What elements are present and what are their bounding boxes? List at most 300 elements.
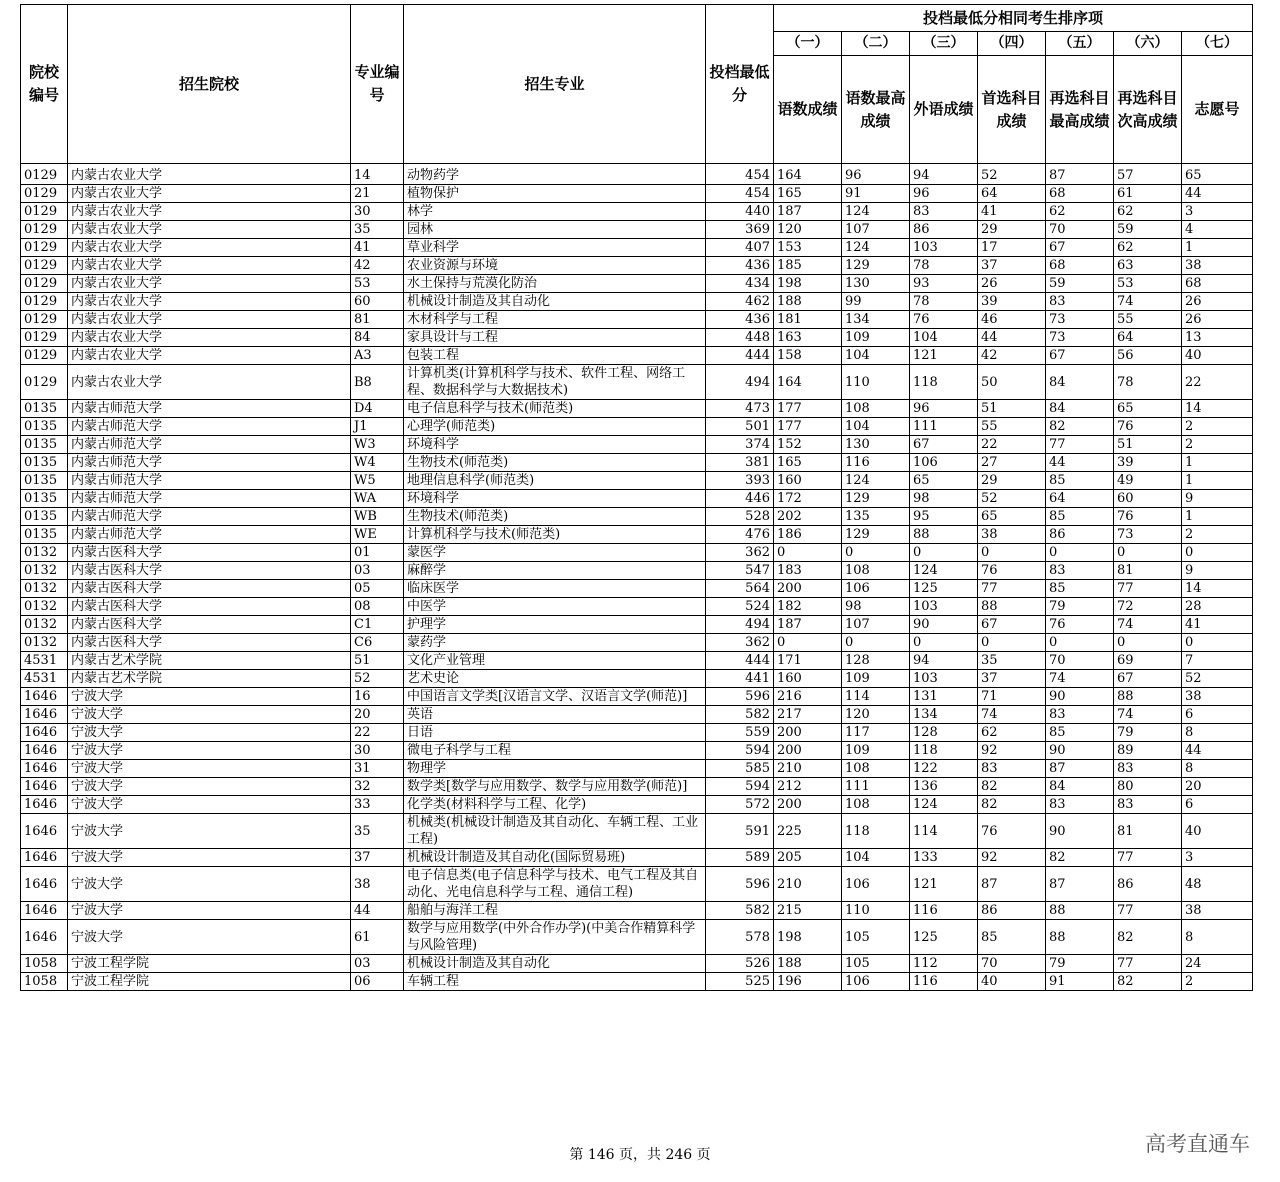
cell-tiebreak-7: 1 bbox=[1182, 508, 1253, 526]
cell-tiebreak-6: 55 bbox=[1114, 311, 1182, 329]
table-row bbox=[21, 706, 1253, 724]
cell-major-code: 61 bbox=[351, 920, 404, 955]
cell-major-code: 42 bbox=[351, 257, 404, 275]
cell-min-score: 494 bbox=[706, 365, 774, 400]
cell-tiebreak-7: 38 bbox=[1182, 257, 1253, 275]
cell-school-name: 内蒙古师范大学 bbox=[68, 436, 351, 454]
cell-tiebreak-1: 210 bbox=[774, 867, 842, 902]
cell-tiebreak-3: 118 bbox=[910, 742, 978, 760]
header-tiebreak-item: 志愿号 bbox=[1182, 56, 1253, 164]
cell-tiebreak-7: 44 bbox=[1182, 742, 1253, 760]
cell-tiebreak-1: 200 bbox=[774, 724, 842, 742]
cell-tiebreak-5: 91 bbox=[1046, 973, 1114, 991]
cell-tiebreak-7: 8 bbox=[1182, 724, 1253, 742]
cell-school-code: 0132 bbox=[21, 634, 68, 652]
header-school-code: 院校编号 bbox=[21, 5, 68, 164]
cell-tiebreak-7: 1 bbox=[1182, 239, 1253, 257]
cell-min-score: 473 bbox=[706, 400, 774, 418]
cell-tiebreak-3: 136 bbox=[910, 778, 978, 796]
table-row bbox=[21, 724, 1253, 742]
table-row bbox=[21, 203, 1253, 221]
cell-tiebreak-2: 110 bbox=[842, 902, 910, 920]
cell-min-score: 559 bbox=[706, 724, 774, 742]
cell-major-name: 中国语言文学类[汉语言文学、汉语言文学(师范)] bbox=[404, 688, 706, 706]
cell-tiebreak-6: 51 bbox=[1114, 436, 1182, 454]
cell-school-name: 内蒙古师范大学 bbox=[68, 418, 351, 436]
cell-tiebreak-5: 83 bbox=[1046, 562, 1114, 580]
cell-tiebreak-2: 0 bbox=[842, 544, 910, 562]
cell-tiebreak-5: 90 bbox=[1046, 742, 1114, 760]
cell-tiebreak-5: 0 bbox=[1046, 634, 1114, 652]
cell-school-code: 1646 bbox=[21, 706, 68, 724]
cell-tiebreak-4: 87 bbox=[978, 867, 1046, 902]
cell-school-name: 内蒙古农业大学 bbox=[68, 365, 351, 400]
table-row bbox=[21, 508, 1253, 526]
cell-major-name: 地理信息科学(师范类) bbox=[404, 472, 706, 490]
cell-school-code: 0135 bbox=[21, 400, 68, 418]
cell-tiebreak-2: 130 bbox=[842, 436, 910, 454]
cell-major-name: 船舶与海洋工程 bbox=[404, 902, 706, 920]
cell-tiebreak-6: 57 bbox=[1114, 164, 1182, 185]
cell-tiebreak-4: 74 bbox=[978, 706, 1046, 724]
cell-tiebreak-3: 94 bbox=[910, 164, 978, 185]
cell-tiebreak-4: 17 bbox=[978, 239, 1046, 257]
cell-tiebreak-6: 82 bbox=[1114, 920, 1182, 955]
cell-tiebreak-1: 205 bbox=[774, 849, 842, 867]
cell-tiebreak-7: 0 bbox=[1182, 634, 1253, 652]
cell-school-name: 宁波大学 bbox=[68, 814, 351, 849]
cell-school-name: 内蒙古师范大学 bbox=[68, 526, 351, 544]
cell-tiebreak-3: 111 bbox=[910, 418, 978, 436]
cell-tiebreak-2: 107 bbox=[842, 221, 910, 239]
cell-tiebreak-4: 52 bbox=[978, 164, 1046, 185]
header-tiebreak-item: 再选科目最高成绩 bbox=[1046, 56, 1114, 164]
cell-tiebreak-4: 82 bbox=[978, 778, 1046, 796]
cell-tiebreak-4: 55 bbox=[978, 418, 1046, 436]
cell-min-score: 436 bbox=[706, 257, 774, 275]
cell-school-name: 宁波大学 bbox=[68, 760, 351, 778]
table-row bbox=[21, 329, 1253, 347]
header-tiebreak-number: （六） bbox=[1114, 32, 1182, 56]
cell-major-name: 日语 bbox=[404, 724, 706, 742]
cell-major-name: 电子信息科学与技术(师范类) bbox=[404, 400, 706, 418]
cell-major-code: 21 bbox=[351, 185, 404, 203]
cell-tiebreak-1: 200 bbox=[774, 796, 842, 814]
cell-major-name: 动物药学 bbox=[404, 164, 706, 185]
cell-tiebreak-4: 39 bbox=[978, 293, 1046, 311]
cell-tiebreak-2: 104 bbox=[842, 418, 910, 436]
cell-major-code: 06 bbox=[351, 973, 404, 991]
cell-tiebreak-5: 62 bbox=[1046, 203, 1114, 221]
cell-tiebreak-7: 8 bbox=[1182, 920, 1253, 955]
cell-tiebreak-5: 0 bbox=[1046, 544, 1114, 562]
cell-tiebreak-1: 198 bbox=[774, 275, 842, 293]
cell-tiebreak-4: 85 bbox=[978, 920, 1046, 955]
cell-tiebreak-2: 108 bbox=[842, 562, 910, 580]
cell-tiebreak-1: 165 bbox=[774, 185, 842, 203]
table-row bbox=[21, 955, 1253, 973]
cell-tiebreak-7: 44 bbox=[1182, 185, 1253, 203]
cell-tiebreak-6: 67 bbox=[1114, 670, 1182, 688]
cell-tiebreak-6: 59 bbox=[1114, 221, 1182, 239]
cell-tiebreak-3: 131 bbox=[910, 688, 978, 706]
cell-school-code: 0129 bbox=[21, 257, 68, 275]
cell-tiebreak-2: 106 bbox=[842, 580, 910, 598]
cell-major-code: 08 bbox=[351, 598, 404, 616]
cell-tiebreak-6: 82 bbox=[1114, 973, 1182, 991]
cell-major-name: 水土保持与荒漠化防治 bbox=[404, 275, 706, 293]
cell-school-code: 0129 bbox=[21, 221, 68, 239]
table-row bbox=[21, 973, 1253, 991]
cell-school-code: 0129 bbox=[21, 293, 68, 311]
cell-tiebreak-1: 164 bbox=[774, 365, 842, 400]
cell-tiebreak-5: 67 bbox=[1046, 347, 1114, 365]
cell-major-code: 33 bbox=[351, 796, 404, 814]
cell-tiebreak-3: 88 bbox=[910, 526, 978, 544]
cell-tiebreak-1: 200 bbox=[774, 580, 842, 598]
cell-major-name: 环境科学 bbox=[404, 436, 706, 454]
cell-tiebreak-6: 64 bbox=[1114, 329, 1182, 347]
cell-tiebreak-1: 172 bbox=[774, 490, 842, 508]
cell-major-code: 41 bbox=[351, 239, 404, 257]
cell-tiebreak-2: 129 bbox=[842, 526, 910, 544]
cell-school-name: 宁波工程学院 bbox=[68, 955, 351, 973]
cell-tiebreak-3: 78 bbox=[910, 257, 978, 275]
table-row bbox=[21, 454, 1253, 472]
cell-tiebreak-7: 9 bbox=[1182, 562, 1253, 580]
cell-tiebreak-3: 76 bbox=[910, 311, 978, 329]
cell-major-name: 护理学 bbox=[404, 616, 706, 634]
table-row bbox=[21, 796, 1253, 814]
cell-min-score: 525 bbox=[706, 973, 774, 991]
cell-tiebreak-3: 118 bbox=[910, 365, 978, 400]
cell-school-name: 内蒙古艺术学院 bbox=[68, 670, 351, 688]
cell-school-name: 内蒙古农业大学 bbox=[68, 293, 351, 311]
cell-major-name: 英语 bbox=[404, 706, 706, 724]
cell-tiebreak-5: 70 bbox=[1046, 652, 1114, 670]
cell-tiebreak-2: 104 bbox=[842, 849, 910, 867]
cell-tiebreak-4: 67 bbox=[978, 616, 1046, 634]
cell-tiebreak-1: 187 bbox=[774, 616, 842, 634]
cell-tiebreak-4: 88 bbox=[978, 598, 1046, 616]
cell-major-name: 林学 bbox=[404, 203, 706, 221]
cell-major-name: 文化产业管理 bbox=[404, 652, 706, 670]
cell-tiebreak-4: 71 bbox=[978, 688, 1046, 706]
cell-tiebreak-4: 29 bbox=[978, 472, 1046, 490]
cell-tiebreak-3: 93 bbox=[910, 275, 978, 293]
cell-school-code: 0129 bbox=[21, 311, 68, 329]
cell-tiebreak-7: 28 bbox=[1182, 598, 1253, 616]
cell-major-name: 植物保护 bbox=[404, 185, 706, 203]
cell-major-code: 51 bbox=[351, 652, 404, 670]
cell-school-code: 1646 bbox=[21, 688, 68, 706]
cell-tiebreak-4: 29 bbox=[978, 221, 1046, 239]
cell-min-score: 591 bbox=[706, 814, 774, 849]
cell-tiebreak-6: 69 bbox=[1114, 652, 1182, 670]
header-min-score: 投档最低分 bbox=[706, 5, 774, 164]
cell-school-code: 0129 bbox=[21, 203, 68, 221]
cell-major-name: 微电子科学与工程 bbox=[404, 742, 706, 760]
table-row bbox=[21, 814, 1253, 849]
cell-tiebreak-2: 104 bbox=[842, 347, 910, 365]
table-row bbox=[21, 347, 1253, 365]
header-tiebreak-item: 外语成绩 bbox=[910, 56, 978, 164]
cell-tiebreak-3: 96 bbox=[910, 400, 978, 418]
cell-school-name: 宁波工程学院 bbox=[68, 973, 351, 991]
cell-major-name: 麻醉学 bbox=[404, 562, 706, 580]
cell-major-code: 38 bbox=[351, 867, 404, 902]
cell-tiebreak-1: 210 bbox=[774, 760, 842, 778]
cell-tiebreak-1: 158 bbox=[774, 347, 842, 365]
cell-school-code: 1646 bbox=[21, 760, 68, 778]
cell-tiebreak-7: 2 bbox=[1182, 418, 1253, 436]
cell-tiebreak-4: 76 bbox=[978, 814, 1046, 849]
cell-tiebreak-2: 98 bbox=[842, 598, 910, 616]
cell-tiebreak-1: 160 bbox=[774, 670, 842, 688]
cell-major-code: 35 bbox=[351, 814, 404, 849]
cell-min-score: 441 bbox=[706, 670, 774, 688]
cell-major-code: 32 bbox=[351, 778, 404, 796]
cell-tiebreak-6: 83 bbox=[1114, 796, 1182, 814]
cell-tiebreak-5: 68 bbox=[1046, 257, 1114, 275]
cell-tiebreak-3: 0 bbox=[910, 544, 978, 562]
cell-tiebreak-5: 88 bbox=[1046, 902, 1114, 920]
cell-min-score: 524 bbox=[706, 598, 774, 616]
cell-tiebreak-2: 105 bbox=[842, 955, 910, 973]
table-row bbox=[21, 293, 1253, 311]
cell-tiebreak-7: 2 bbox=[1182, 436, 1253, 454]
cell-tiebreak-3: 78 bbox=[910, 293, 978, 311]
cell-tiebreak-2: 120 bbox=[842, 706, 910, 724]
cell-tiebreak-2: 129 bbox=[842, 490, 910, 508]
header-tiebreak-number: （三） bbox=[910, 32, 978, 56]
cell-school-code: 1646 bbox=[21, 920, 68, 955]
cell-tiebreak-4: 86 bbox=[978, 902, 1046, 920]
table-row bbox=[21, 311, 1253, 329]
cell-tiebreak-5: 87 bbox=[1046, 164, 1114, 185]
cell-school-name: 内蒙古医科大学 bbox=[68, 598, 351, 616]
cell-tiebreak-1: 153 bbox=[774, 239, 842, 257]
watermark: 高考直通车 bbox=[1145, 1132, 1250, 1156]
cell-major-code: 81 bbox=[351, 311, 404, 329]
header-tiebreak-title: 投档最低分相同考生排序项 bbox=[774, 5, 1253, 32]
cell-school-code: 4531 bbox=[21, 652, 68, 670]
cell-school-code: 0132 bbox=[21, 616, 68, 634]
cell-tiebreak-6: 56 bbox=[1114, 347, 1182, 365]
cell-tiebreak-2: 130 bbox=[842, 275, 910, 293]
cell-school-code: 1646 bbox=[21, 814, 68, 849]
cell-major-name: 草业科学 bbox=[404, 239, 706, 257]
cell-major-code: W3 bbox=[351, 436, 404, 454]
cell-school-name: 内蒙古医科大学 bbox=[68, 562, 351, 580]
cell-tiebreak-5: 79 bbox=[1046, 955, 1114, 973]
cell-tiebreak-1: 182 bbox=[774, 598, 842, 616]
cell-tiebreak-2: 110 bbox=[842, 365, 910, 400]
table-row bbox=[21, 902, 1253, 920]
table-row bbox=[21, 634, 1253, 652]
cell-tiebreak-4: 40 bbox=[978, 973, 1046, 991]
cell-school-name: 宁波大学 bbox=[68, 849, 351, 867]
cell-tiebreak-2: 129 bbox=[842, 257, 910, 275]
cell-min-score: 589 bbox=[706, 849, 774, 867]
cell-tiebreak-4: 92 bbox=[978, 742, 1046, 760]
table-row bbox=[21, 544, 1253, 562]
table-row bbox=[21, 365, 1253, 400]
cell-school-name: 内蒙古医科大学 bbox=[68, 634, 351, 652]
cell-tiebreak-4: 76 bbox=[978, 562, 1046, 580]
table-row bbox=[21, 257, 1253, 275]
cell-major-code: W5 bbox=[351, 472, 404, 490]
table-row bbox=[21, 920, 1253, 955]
cell-tiebreak-5: 86 bbox=[1046, 526, 1114, 544]
cell-tiebreak-2: 128 bbox=[842, 652, 910, 670]
table-row bbox=[21, 742, 1253, 760]
cell-major-code: A3 bbox=[351, 347, 404, 365]
cell-school-name: 宁波大学 bbox=[68, 867, 351, 902]
cell-tiebreak-6: 76 bbox=[1114, 418, 1182, 436]
header-tiebreak-number: （二） bbox=[842, 32, 910, 56]
cell-school-name: 宁波大学 bbox=[68, 742, 351, 760]
header-tiebreak-number: （一） bbox=[774, 32, 842, 56]
cell-tiebreak-3: 122 bbox=[910, 760, 978, 778]
cell-min-score: 596 bbox=[706, 688, 774, 706]
cell-school-name: 内蒙古农业大学 bbox=[68, 203, 351, 221]
table-row bbox=[21, 526, 1253, 544]
cell-tiebreak-3: 125 bbox=[910, 580, 978, 598]
cell-tiebreak-4: 22 bbox=[978, 436, 1046, 454]
cell-major-name: 蒙药学 bbox=[404, 634, 706, 652]
cell-major-code: D4 bbox=[351, 400, 404, 418]
cell-major-name: 物理学 bbox=[404, 760, 706, 778]
cell-school-name: 内蒙古农业大学 bbox=[68, 239, 351, 257]
cell-tiebreak-4: 70 bbox=[978, 955, 1046, 973]
cell-min-score: 362 bbox=[706, 544, 774, 562]
cell-major-name: 计算机科学与技术(师范类) bbox=[404, 526, 706, 544]
cell-tiebreak-3: 116 bbox=[910, 973, 978, 991]
cell-tiebreak-6: 0 bbox=[1114, 634, 1182, 652]
cell-tiebreak-6: 0 bbox=[1114, 544, 1182, 562]
cell-tiebreak-3: 95 bbox=[910, 508, 978, 526]
cell-school-name: 宁波大学 bbox=[68, 724, 351, 742]
cell-min-score: 374 bbox=[706, 436, 774, 454]
cell-tiebreak-6: 73 bbox=[1114, 526, 1182, 544]
cell-major-name: 数学与应用数学(中外合作办学)(中美合作精算科学与风险管理) bbox=[404, 920, 706, 955]
cell-tiebreak-7: 38 bbox=[1182, 688, 1253, 706]
cell-tiebreak-1: 217 bbox=[774, 706, 842, 724]
cell-tiebreak-4: 37 bbox=[978, 670, 1046, 688]
cell-tiebreak-1: 202 bbox=[774, 508, 842, 526]
cell-major-code: WB bbox=[351, 508, 404, 526]
cell-school-code: 0132 bbox=[21, 562, 68, 580]
cell-school-name: 内蒙古师范大学 bbox=[68, 400, 351, 418]
cell-major-name: 车辆工程 bbox=[404, 973, 706, 991]
cell-tiebreak-7: 14 bbox=[1182, 400, 1253, 418]
cell-tiebreak-5: 70 bbox=[1046, 221, 1114, 239]
header-major-name: 招生专业 bbox=[404, 5, 706, 164]
cell-tiebreak-5: 77 bbox=[1046, 436, 1114, 454]
cell-major-name: 机械类(机械设计制造及其自动化、车辆工程、工业工程) bbox=[404, 814, 706, 849]
cell-major-name: 机械设计制造及其自动化(国际贸易班) bbox=[404, 849, 706, 867]
cell-school-code: 4531 bbox=[21, 670, 68, 688]
cell-tiebreak-1: 120 bbox=[774, 221, 842, 239]
cell-school-name: 宁波大学 bbox=[68, 902, 351, 920]
cell-tiebreak-2: 111 bbox=[842, 778, 910, 796]
cell-tiebreak-3: 121 bbox=[910, 347, 978, 365]
cell-tiebreak-5: 64 bbox=[1046, 490, 1114, 508]
cell-school-code: 0129 bbox=[21, 329, 68, 347]
cell-tiebreak-3: 103 bbox=[910, 670, 978, 688]
cell-tiebreak-4: 41 bbox=[978, 203, 1046, 221]
header-tiebreak-item: 再选科目次高成绩 bbox=[1114, 56, 1182, 164]
cell-tiebreak-7: 26 bbox=[1182, 311, 1253, 329]
table-row bbox=[21, 652, 1253, 670]
cell-tiebreak-1: 163 bbox=[774, 329, 842, 347]
cell-tiebreak-7: 2 bbox=[1182, 526, 1253, 544]
cell-tiebreak-6: 63 bbox=[1114, 257, 1182, 275]
cell-min-score: 547 bbox=[706, 562, 774, 580]
cell-major-name: 家具设计与工程 bbox=[404, 329, 706, 347]
cell-tiebreak-4: 46 bbox=[978, 311, 1046, 329]
cell-school-name: 宁波大学 bbox=[68, 778, 351, 796]
cell-tiebreak-6: 74 bbox=[1114, 706, 1182, 724]
cell-min-score: 440 bbox=[706, 203, 774, 221]
cell-tiebreak-6: 83 bbox=[1114, 760, 1182, 778]
cell-tiebreak-1: 164 bbox=[774, 164, 842, 185]
cell-tiebreak-5: 84 bbox=[1046, 778, 1114, 796]
cell-major-name: 农业资源与环境 bbox=[404, 257, 706, 275]
cell-school-name: 内蒙古艺术学院 bbox=[68, 652, 351, 670]
cell-school-code: 1646 bbox=[21, 796, 68, 814]
header-major-code: 专业编号 bbox=[351, 5, 404, 164]
cell-tiebreak-3: 65 bbox=[910, 472, 978, 490]
cell-tiebreak-5: 87 bbox=[1046, 867, 1114, 902]
cell-school-name: 内蒙古师范大学 bbox=[68, 508, 351, 526]
cell-min-score: 526 bbox=[706, 955, 774, 973]
cell-tiebreak-7: 40 bbox=[1182, 347, 1253, 365]
cell-min-score: 594 bbox=[706, 778, 774, 796]
cell-min-score: 564 bbox=[706, 580, 774, 598]
cell-tiebreak-2: 109 bbox=[842, 329, 910, 347]
cell-tiebreak-2: 109 bbox=[842, 670, 910, 688]
cell-school-code: 0135 bbox=[21, 526, 68, 544]
header-tiebreak-number: （四） bbox=[978, 32, 1046, 56]
cell-tiebreak-5: 74 bbox=[1046, 670, 1114, 688]
cell-major-code: 30 bbox=[351, 742, 404, 760]
cell-tiebreak-2: 106 bbox=[842, 973, 910, 991]
cell-major-name: 机械设计制造及其自动化 bbox=[404, 955, 706, 973]
cell-school-code: 0132 bbox=[21, 544, 68, 562]
cell-tiebreak-7: 1 bbox=[1182, 472, 1253, 490]
cell-tiebreak-7: 2 bbox=[1182, 973, 1253, 991]
cell-tiebreak-7: 6 bbox=[1182, 706, 1253, 724]
table-row bbox=[21, 670, 1253, 688]
cell-tiebreak-2: 106 bbox=[842, 867, 910, 902]
cell-major-code: 01 bbox=[351, 544, 404, 562]
cell-min-score: 596 bbox=[706, 867, 774, 902]
cell-school-code: 1646 bbox=[21, 724, 68, 742]
cell-major-name: 园林 bbox=[404, 221, 706, 239]
cell-min-score: 381 bbox=[706, 454, 774, 472]
cell-tiebreak-4: 77 bbox=[978, 580, 1046, 598]
cell-tiebreak-3: 134 bbox=[910, 706, 978, 724]
cell-tiebreak-1: 198 bbox=[774, 920, 842, 955]
cell-tiebreak-7: 48 bbox=[1182, 867, 1253, 902]
cell-tiebreak-6: 74 bbox=[1114, 293, 1182, 311]
cell-tiebreak-1: 0 bbox=[774, 634, 842, 652]
cell-tiebreak-6: 74 bbox=[1114, 616, 1182, 634]
table-row bbox=[21, 239, 1253, 257]
cell-tiebreak-6: 62 bbox=[1114, 239, 1182, 257]
